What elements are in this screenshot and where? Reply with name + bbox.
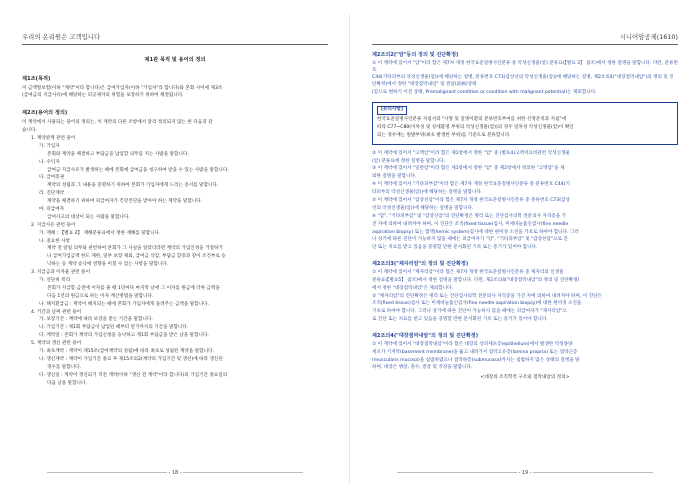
definition-item: 계약 전 알릴 의무와 관련하여 본회가 그 사실을 알았더라면 계약의 가입인정을 거절하거 <box>47 246 223 252</box>
definition-item: 가. 가입자 <box>39 143 60 149</box>
paragraph-line: ② 이 계약에 있어서 "고액암"이라 함은 제1항에서 정한 "암" 중 (별표4)고액치료비관련 악성신생물 <box>372 150 570 156</box>
paragraph-line: 습니다. <box>22 128 37 134</box>
paragraph-line: (muscularis mucosa)을 침범하였으나 점막하층(submucosa)까지는 침범하지 않은 상태의 질병을 말 <box>372 357 580 363</box>
notice-line: 한국표준질병사인분류 지침서의 "사망 및 질병이환의 분류번호부여를 위한 선정준칙과 지침"에 <box>377 116 566 122</box>
definition-item: 본회가 지급할 금전에 이자를 줄 때 1년마다 마지막 날에 그 이자를 원금에 더한 금액을 <box>47 285 220 291</box>
section-heading: 제1조(목적) <box>22 75 51 82</box>
clause-list <box>372 270 678 324</box>
paragraph-line: 세포가 기저막(basement membrane)을 뚫고 내려가서 점막고유층(lamina propria) 또는 점막근층 <box>372 349 578 355</box>
definition-item: 2. 지급사유 관련 용어 <box>31 222 76 228</box>
definition-item: 나. 해지환급금 : 계약이 해지되는 때에 본회가 가입자에게 돌려주는 금액을 말합니다. <box>39 301 209 307</box>
notice-title: [유의사항] <box>377 106 407 115</box>
definition-item: 3. 지급금과 이자율 관련 용어 <box>31 270 91 276</box>
paragraph-line: 외한 질병을 말합니다. <box>372 174 417 180</box>
definition-item: 다. 갱신일 : 계약이 갱신되기 직전 계약(이하 "갱신 전 계약"이라 합니다)의 가입기간 종료일의 <box>39 372 228 378</box>
paragraph-line: 조직(fixed tissue)검사 또는 미세바늘흡인검사(fine needle aspiration biopsy)에 대한 현미경 소견을 <box>372 301 582 307</box>
definition-item: 다. 계약일 : 본회가 계약의 가입신청을 승낙하고 제1회 부담금을 받은 날을 말합니다. <box>39 333 209 339</box>
section-heading: 제2조의4("대장점막내암"의 정의 및 진단확정) <box>372 333 479 340</box>
paragraph-line: 타피부의 악성신생물(암))에 해당하는 질병을 말합니다. <box>372 190 483 196</box>
paragraph-line: aspiration biopsy) 또는 혈액(hemic system)검사에 대한 현미경 소견을 기초로 하여야 합니다. 그러 <box>372 229 579 235</box>
paragraph-line: 에서 정한 "대장점막내암"은 제외합니다. <box>372 285 454 291</box>
definition-item: 가. 보장기간 : 계약에 따라 보장을 받는 기간을 말합니다. <box>39 317 153 323</box>
definition-item: 다. 급여증권 <box>39 175 65 181</box>
paragraph-line: ① 이 계약에 있어서 "제자리암"이라 함은 제7차 개정 한국표준질병사인분류 중 제자리의 신생물 <box>372 269 564 275</box>
page-number: - 19 - <box>518 470 532 476</box>
paragraph-line: ⑥ "암", "기타피부암" 및 "갑상선암"의 진단확정은 병리 또는 진단검사의학 전문의사 자격증을 가 <box>372 213 567 219</box>
article-title: 제1관 목적 및 용어의 정의 <box>144 57 206 63</box>
notice-box <box>372 102 678 145</box>
paragraph-line: (급여금의 지급사유)에 해당하는 피공제자의 위험을 보장하기 위하여 체결됩니다. <box>22 93 184 99</box>
right-header: 시니어암공제(1610) <box>619 33 678 41</box>
definition-list <box>22 136 328 388</box>
definition-item: 4. 기간과 날짜 관련 용어 <box>31 309 82 315</box>
header-rule <box>22 44 328 45</box>
definition-item: 다음 1년의 원금으로 하는 이자 계산방법을 말합니다. <box>47 293 154 299</box>
paragraph-line: 선의 악성신생물(암))에 해당하는 질병을 말합니다. <box>372 205 474 211</box>
header-rule <box>372 44 678 45</box>
definition-item: 다음 날을 말합니다. <box>47 380 87 386</box>
paragraph-line: 하며, 대장은 맹장, 충수, 결장 및 직장을 말합니다. <box>372 365 473 371</box>
definition-item: 마. 피급여자 <box>39 206 65 212</box>
definition-item: 급여금 지급사유가 발생하는 때에 본회에 급여금을 청구하여 받을 수 있는 사람을 말합니다. <box>47 167 229 173</box>
left-footer <box>0 470 350 478</box>
definition-item: 가. 연단위 복리 <box>39 277 71 283</box>
paragraph-line: ⑤ 이 계약에 있어서 "갑상선암"이라 함은 제7차 개정 한국표준질병사인분류 중 분류번호 C73(갑상 <box>372 198 570 203</box>
definition-item: 낙하는 등 계약 승낙에 영향을 미칠 수 있는 사항을 말합니다. <box>47 262 169 268</box>
definition-item: 가. 최초계약 : 계약이 제15조(급여계약의 성립)에 따라 최초로 성립된 계약을 말합니다. <box>39 349 214 354</box>
paragraph-line: ③ 이 계약에 있어서 "일반암"이라 함은 제1항에서 정한 "암" 중 제2항에서 정의한 "고액암"을 제 <box>372 166 565 172</box>
paragraph-line: ① 이 계약에 있어서 "암"이라 함은 제7차 개정 한국표준질병사인분류 중 악성신생물(암) 분류표(【별표 3】 참조)에서 정한 질병을 말합니다. 다만, 분류번호 <box>372 60 678 73</box>
definition-item: 1. 계약관계 관련 용어 <box>31 135 76 141</box>
right-footer <box>350 470 700 478</box>
section-heading: 제2조(용어의 정의) <box>22 110 68 117</box>
paragraph-line: 이 금액형보험(이하 "계약"이라 합니다)은 급여가입자(이하 "가입자"라 합니다)와 본회 사이에 제3조 <box>22 85 223 91</box>
paragraph-line: C44(기타피부의 악성신생물(암))에 해당하는 질병, 분류번호 C73(갑상선의 악성신생물(암))에 해당하는 질병, 제2조의4("대장점막내암")의 정의 및 진단확정)에서 정한 "대장점막내암" 및 전암(前癌)상태 <box>372 75 674 88</box>
definition-item: 나. 가입기간 : 제1회 부담금이 납입된 때부터 만기까지의 기간을 말합니다. <box>39 325 189 331</box>
paragraph-line: ④ 이 계약에 있어서 "기타피부암"이라 함은 제7차 개정 한국표준질병사인분류 중 분류번호 C44(기 <box>372 182 570 188</box>
paragraph-line: (암으로 변하기 이전 상태, Premalignant condition or condition with malignant potential)는 제외합니다. <box>372 90 597 96</box>
left-body <box>22 52 328 388</box>
page-number: - 18 - <box>168 470 182 476</box>
right-page <box>350 0 700 495</box>
definition-item: 나 급여가입금액 한도 제한, 일부 보장 제외, 급여금 삭감, 부담금 할증과 같이 조건부로 승 <box>47 254 226 260</box>
clause-list <box>372 342 678 373</box>
left-header: 우리의 온리원은 고객입니다 <box>22 33 101 41</box>
section-heading: 제2조의2("암"등의 정의 및 진단확정) <box>372 52 459 58</box>
paragraph-line: 나 상기에 따른 진단이 가능하지 않을 때에는 피급여자가 "암", "기타피부암" 및 "갑상선암"으로 진 <box>372 237 568 243</box>
definition-item: 나. 갱신계약 : 계약이 가입기간 종료 후 제15조의2(계약의 가입기간 및 갱신)에 따라 갱신된 <box>39 356 223 362</box>
definition-item: 계약의 성립과 그 내용을 증명하기 위하여 본회가 가입자에게 드리는 증서를 말합니다. <box>47 183 219 189</box>
definition-item: 계약을 체결하기 위하여 피급여자가 건강진단을 받아야 하는 계약을 말합니다. <box>47 199 203 205</box>
figure-caption: <대장의 조직학적 구조와 점막내암의 정의> <box>480 375 570 381</box>
definition-item: 급여사고의 대상이 되는 사람을 말합니다. <box>47 214 130 220</box>
notice-line: 따라 C77~C80(이차성 및 상세불명 부위의 악성신생물(암))의 경우 일차성 악성신생물(암)이 확인 <box>377 124 574 130</box>
section-heading: 제2조의3("제자리암"의 정의 및 진단확정) <box>372 261 469 268</box>
definition-item: 본회와 계약을 체결하고 부담금을 납입할 의무를 지는 사람을 말합니다. <box>47 151 189 157</box>
paragraph-line: (암) 분류표에 정한 질병을 말합니다. <box>372 158 446 164</box>
definition-item: 라. 진단계약 <box>39 191 65 197</box>
definition-item: 5. 계약의 갱신 관련 용어 <box>31 341 82 347</box>
paragraph-line: 단 또는 치료를 받고 있음을 증명할 만한 문서화된 기록 또는 증거가 있어야 합니다. <box>372 245 538 251</box>
definition-item: 가. 재해 : 【별표 2】 재해분류표에서 정한 재해를 말합니다. <box>39 230 161 236</box>
notice-line: 되는 경우에는 원발부위(최초 발생한 부위)를 기준으로 분류합니다. <box>377 132 511 138</box>
paragraph-line: ① 이 계약에 있어서 "대장점막내암"이라 함은 대장의 상피세포층(epithelium)에서 발생한 악성종양 <box>372 341 573 347</box>
paragraph-line: 기초로 하여야 합니다. 그러나 상기에 따른 진단이 가능하지 않을 때에는 피급여자가 "제자리암"으 <box>372 309 567 315</box>
paragraph-line: 이 계약에서 사용되는 용어의 정의는, 이 계약의 다른 조항에서 달리 정의되지 않는 한 다음과 같 <box>22 120 213 126</box>
paragraph-line: ② "제자리암"의 진단확정은 병리 또는 진단검사의학 전문의사 자격증을 가진 자에 의하여 내려져야 하며, 이 진단은 <box>372 293 602 299</box>
definition-item: 나. 중요한 사항 <box>39 238 71 244</box>
paragraph-line: 진 자에 의하여 내려져야 하며, 이 진단은 조직(fixed tissue)검사, 미세바늘흡인검사(fine needle <box>372 221 569 227</box>
clause-list <box>372 151 678 253</box>
definition-item: 경우를 말합니다. <box>47 364 81 370</box>
paragraph-line: 로 진단 또는 치료를 받고 있음을 증명할 만한 문서화된 기록 또는 증거가 있어야 합니다. <box>372 317 548 323</box>
definition-item: 나. 수익자 <box>39 159 60 165</box>
paragraph-line: 분류표(【별표5】 참조)에서 정한 질병을 말합니다. 다만, 제2조의4("대장점막내암"의 정의 및 진단확정) <box>372 277 580 283</box>
right-body <box>372 52 678 382</box>
